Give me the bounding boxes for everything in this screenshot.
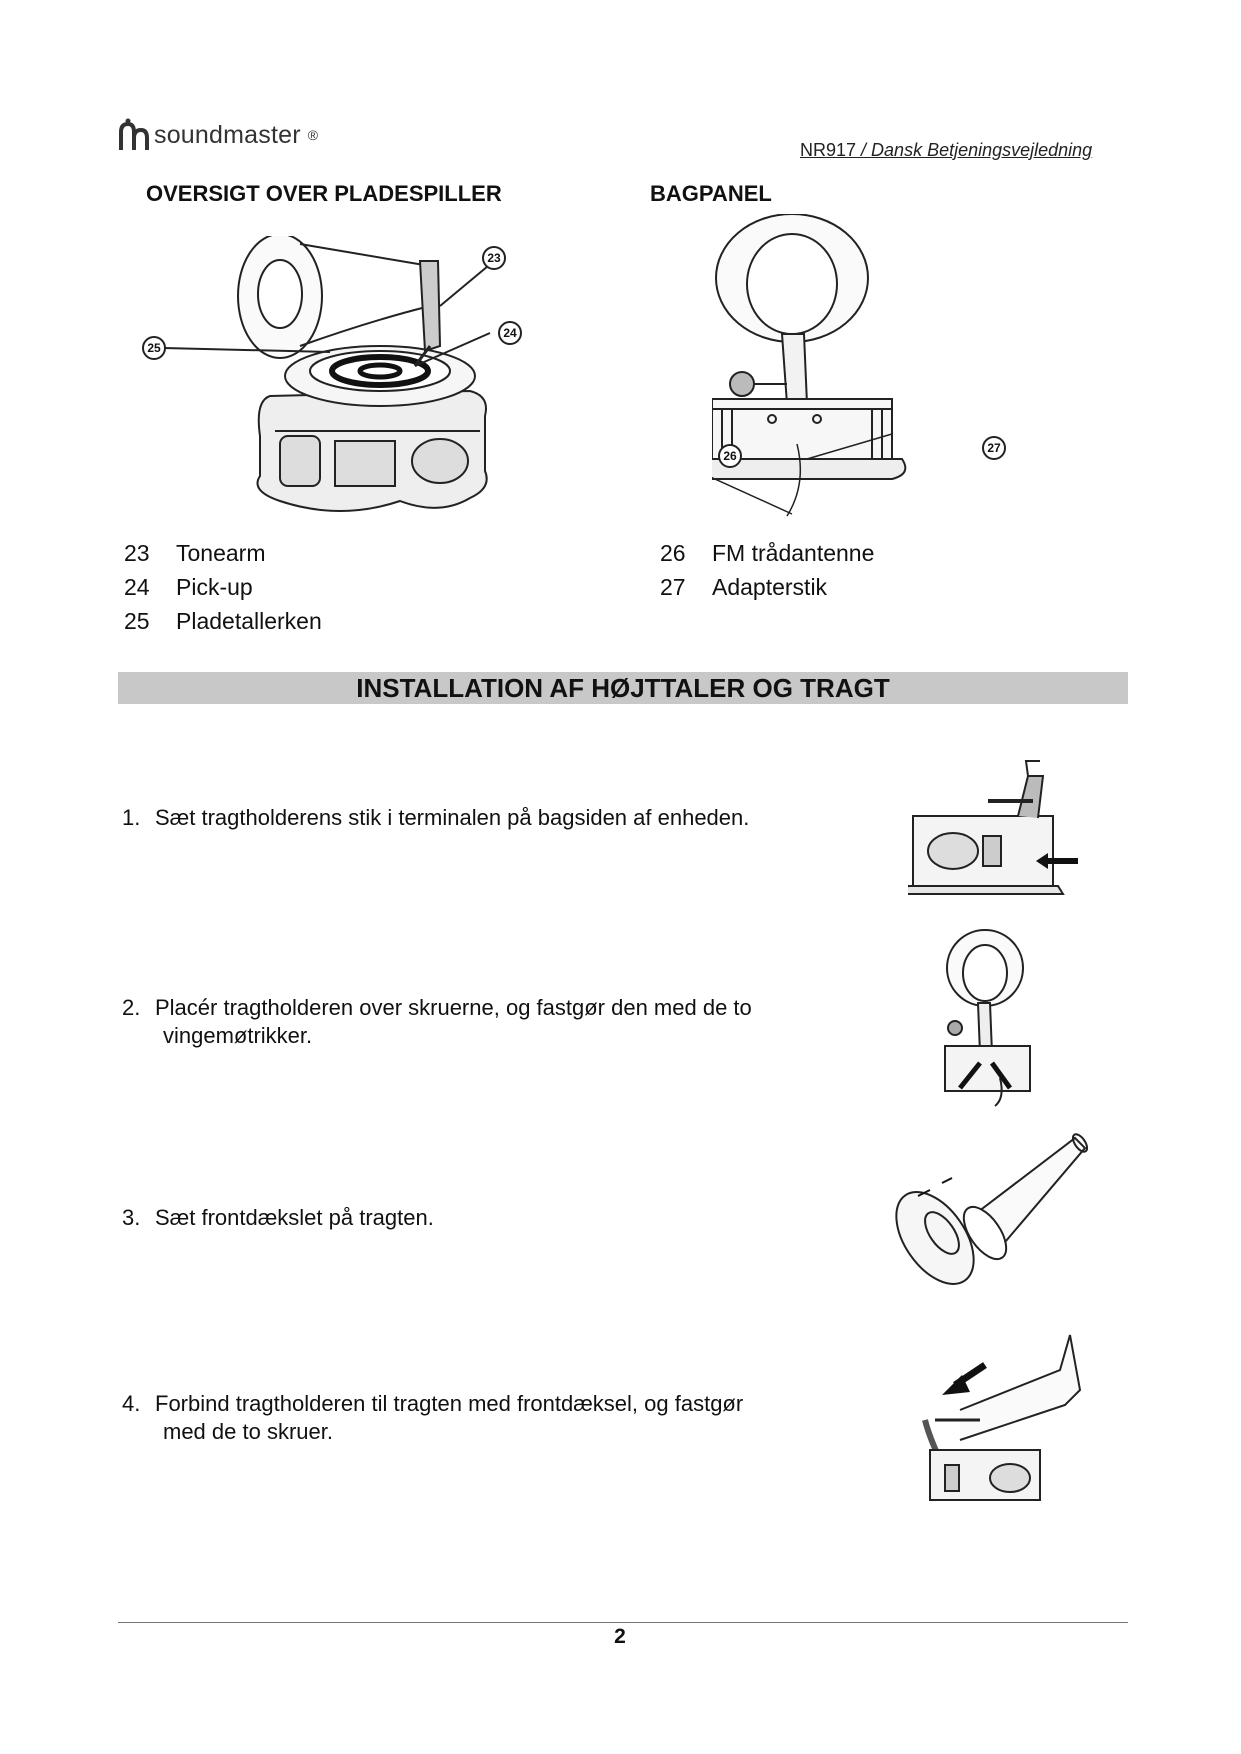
step-text: Forbind tragtholderen til tragten med frontdæksel, og fastgør: [155, 1391, 744, 1416]
callout-26: 26: [723, 449, 737, 463]
callout-25: 25: [147, 341, 161, 355]
installation-step: [122, 994, 822, 1050]
list-item: [660, 570, 874, 604]
step-text: Sæt frontdækslet på tragten.: [155, 1205, 434, 1230]
list-item: [124, 604, 322, 638]
list-item: [124, 536, 322, 570]
part-number: 25: [124, 608, 150, 634]
installation-step: [122, 1390, 822, 1446]
part-number: 26: [660, 540, 686, 566]
installation-step: [122, 804, 822, 832]
brand-logo: [118, 118, 318, 152]
part-label: FM trådantenne: [712, 540, 875, 566]
callout-24: 24: [503, 326, 517, 340]
list-item: [124, 570, 322, 604]
list-item: [660, 536, 874, 570]
backpanel-parts-list: [660, 536, 874, 604]
installation-section-header: INSTALLATION AF HØJTTALER OG TRAGT: [118, 672, 1128, 704]
part-label: Pick-up: [176, 574, 253, 600]
part-label: Adapterstik: [712, 574, 828, 600]
registered-mark: ®: [307, 127, 319, 143]
step4-illustration: [900, 1330, 1090, 1510]
step-number: 1.: [122, 805, 141, 830]
step-text-continued: med de to skruer.: [163, 1419, 333, 1444]
installation-step: [122, 1204, 822, 1232]
callout-27: 27: [987, 441, 1001, 455]
document-reference: [800, 140, 1092, 161]
turntable-overview-illustration: [140, 236, 580, 526]
step-text-continued: vingemøtrikker.: [163, 1023, 313, 1048]
step-text: Placér tragtholderen over skruerne, og fastgør den med de to: [155, 995, 752, 1020]
backpanel-illustration: [712, 214, 1012, 534]
callout-23: 23: [487, 251, 501, 265]
footer-divider: [118, 1622, 1128, 1623]
soundmaster-logo-icon: [118, 118, 150, 152]
step-number: 3.: [122, 1205, 141, 1230]
step3-illustration: [890, 1128, 1090, 1298]
step-number: 4.: [122, 1391, 141, 1416]
page-number: 2: [614, 1625, 626, 1648]
step1-illustration: [908, 756, 1078, 896]
part-label: Pladetallerken: [176, 608, 322, 634]
backpanel-title: BAGPANEL: [650, 181, 772, 206]
overview-title: OVERSIGT OVER PLADESPILLER: [146, 181, 502, 206]
step2-illustration: [940, 928, 1050, 1108]
part-number: 27: [660, 574, 686, 600]
model-number: NR917: [800, 140, 857, 160]
brand-name: soundmaster: [154, 120, 301, 149]
part-label: Tonearm: [176, 540, 266, 566]
step-number: 2.: [122, 995, 141, 1020]
document-title: / Dansk Betjeningsvejledning: [861, 140, 1093, 160]
step-text: Sæt tragtholderens stik i terminalen på bagsiden af enheden.: [155, 805, 750, 830]
part-number: 24: [124, 574, 150, 600]
overview-parts-list: [124, 536, 322, 638]
part-number: 23: [124, 540, 150, 566]
